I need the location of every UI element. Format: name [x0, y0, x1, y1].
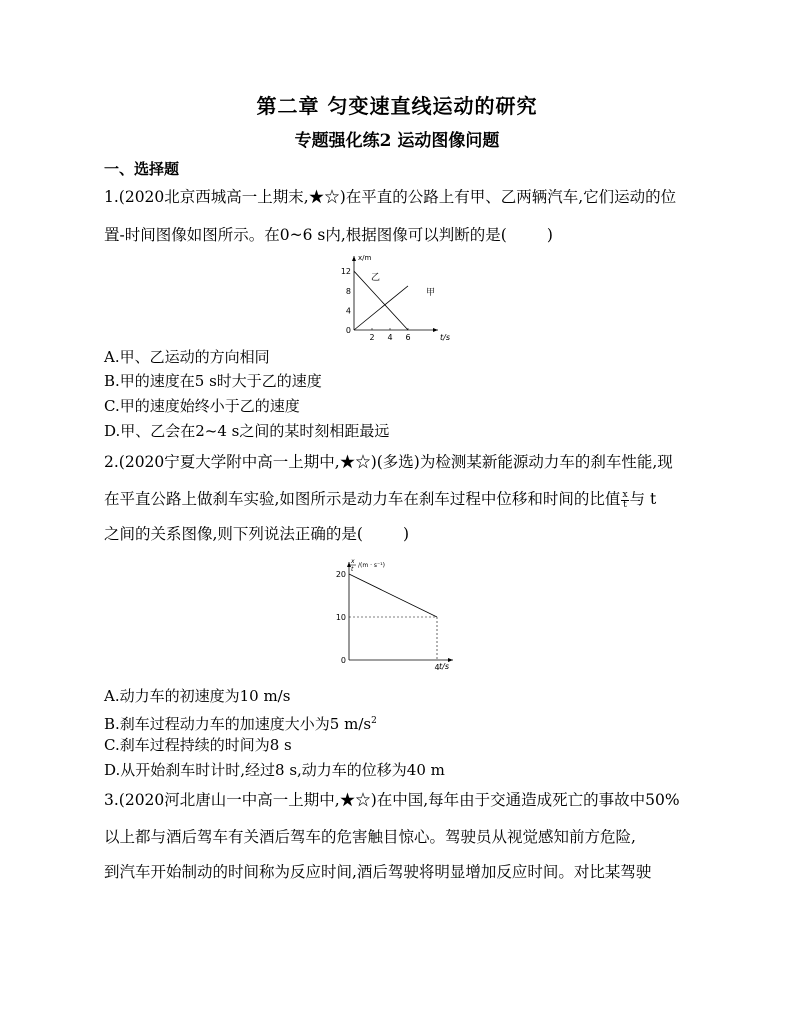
- q2-line-3-text: 之间的关系图像,则下列说法正确的是(: [104, 525, 363, 543]
- q1-xlabel: t/s: [440, 333, 450, 342]
- q1-line-2-text: 置-时间图像如图所示。在0~6 s内,根据图像可以判断的是(: [104, 226, 507, 244]
- q2-ylabel-den: t: [351, 566, 354, 573]
- q2-close-paren: ): [402, 525, 410, 543]
- q1-line-label-jia: 甲: [426, 288, 436, 298]
- q3-line-2: 以上都与酒后驾车有关酒后驾车的危害触目惊心。驾驶员从视觉感知前方危险,: [104, 828, 636, 846]
- q2-line-2a: 在平直公路上做刹车实验,如图所示是动力车在刹车过程中位移和时间的比值: [104, 490, 621, 508]
- fraction-denominator: t: [623, 499, 627, 510]
- q2-option-b-text: B.刹车过程动力车的加速度大小为5 m/s: [104, 715, 372, 733]
- q3-line-1: 3.(2020河北唐山一中高一上期中,★☆)在中国,每年由于交通造成死亡的事故中50%: [104, 791, 680, 809]
- q2-ytick-label: 20: [335, 570, 346, 579]
- q1-series: [354, 271, 408, 330]
- q1-option-d: D.甲、乙会在2~4 s之间的某时刻相距最远: [104, 422, 390, 440]
- q2-line-2: [104, 489, 656, 510]
- q2-xlabel: t/s: [439, 662, 449, 671]
- q1-line-1: 1.(2020北京西城高一上期末,★☆)在平直的公路上有甲、乙两辆汽车,它们运动的位: [104, 188, 677, 206]
- q2-xtick-label: 4: [434, 663, 440, 672]
- fraction-numerator: x: [622, 489, 628, 500]
- q1-xtick-label: 2: [369, 333, 375, 342]
- q2-ticks: [336, 570, 440, 672]
- q1-ytick-label: 0: [345, 326, 351, 335]
- q2-option-b: [104, 711, 377, 734]
- q1-ytick-label: 4: [345, 306, 351, 316]
- page-title: 第二章 匀变速直线运动的研究: [256, 94, 538, 118]
- q2-chart: [325, 556, 465, 674]
- q1-option-a: A.甲、乙运动的方向相同: [104, 348, 270, 366]
- page-subtitle: 专题强化练2 运动图像问题: [294, 131, 500, 151]
- x-axis-arrow: [433, 328, 438, 332]
- q1-line-2: [104, 225, 553, 245]
- q1-option-c: C.甲的速度始终小于乙的速度: [104, 397, 300, 415]
- q2-fraction: [621, 491, 628, 510]
- q2-ytick-label: 10: [335, 613, 346, 622]
- q2-line-2b: 与 t: [629, 490, 657, 508]
- q1-ylabel: x/m: [358, 254, 372, 262]
- section-heading: 一、选择题: [104, 160, 180, 178]
- q1-close-paren: ): [546, 226, 553, 244]
- q2-option-c: C.刹车过程持续的时间为8 s: [104, 736, 292, 754]
- q3-line-3: 到汽车开始制动的时间称为反应时间,酒后驾驶将明显增加反应时间。对比某驾驶: [104, 863, 652, 881]
- q2-series: [349, 574, 437, 617]
- q2-line-1: 2.(2020宁夏大学附中高一上期中,★☆)(多选)为检测某新能源动力车的刹车性能,现: [104, 453, 673, 471]
- q2-ytick-label: 0: [340, 656, 346, 665]
- q2-ylabel-num: x: [351, 558, 355, 565]
- q2-line-3: [104, 524, 409, 544]
- q1-series-line-1: [354, 286, 408, 330]
- q1-series-line-0: [354, 271, 408, 330]
- q1-xtick-label: 4: [387, 333, 393, 342]
- q1-ytick-label: 12: [340, 267, 351, 277]
- q2-option-b-sup: 2: [371, 716, 377, 726]
- q1-ytick-label: 8: [345, 286, 351, 296]
- y-axis-arrow: [352, 256, 356, 261]
- q2-ylabel-unit: /(m · s⁻¹): [358, 562, 385, 569]
- q2-series-line: [349, 574, 437, 617]
- q2-option-d: D.从开始刹车时计时,经过8 s,动力车的位移为40 m: [104, 761, 445, 779]
- q2-option-a: A.动力车的初速度为10 m/s: [104, 687, 291, 705]
- q2-guides: [349, 617, 437, 660]
- q1-xtick-label: 6: [405, 333, 411, 342]
- q1-option-b: B.甲的速度在5 s时大于乙的速度: [104, 372, 322, 390]
- q1-chart: [330, 252, 470, 346]
- q1-line-label-yi: 乙: [371, 273, 381, 283]
